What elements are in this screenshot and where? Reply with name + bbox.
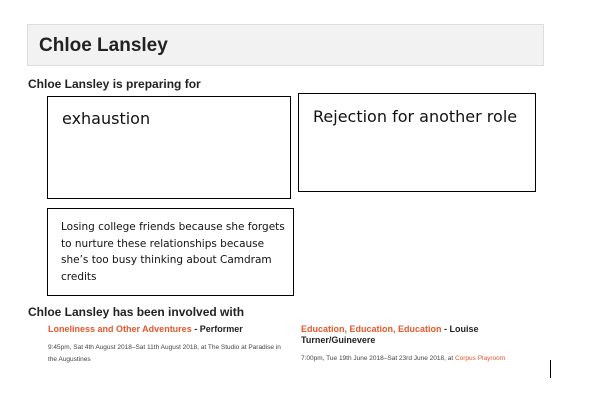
credit-separator: - bbox=[441, 324, 450, 334]
credit-item bbox=[48, 324, 288, 366]
involved-heading: Chloe Lansley has been involved with bbox=[28, 305, 245, 319]
show-link[interactable]: Education, Education, Education bbox=[301, 324, 442, 334]
note-text: Rejection for another role bbox=[313, 107, 518, 126]
note-text: exhaustion bbox=[62, 109, 151, 128]
show-link[interactable]: Loneliness and Other Adventures bbox=[48, 324, 192, 334]
profile-name-title: Chloe Lansley bbox=[39, 35, 168, 56]
credit-details bbox=[301, 353, 511, 365]
venue-link[interactable]: Corpus Playroom bbox=[454, 355, 506, 362]
credit-separator: - bbox=[191, 324, 200, 334]
credit-title-line bbox=[301, 324, 511, 346]
credit-details bbox=[48, 342, 288, 366]
note-box-exhaustion[interactable] bbox=[47, 96, 291, 199]
note-box-college-friends[interactable] bbox=[47, 208, 294, 296]
preparing-heading: Chloe Lansley is preparing for bbox=[28, 77, 201, 91]
credit-title-line bbox=[48, 324, 288, 335]
credit-item bbox=[301, 324, 511, 365]
text-cursor bbox=[550, 360, 551, 378]
credit-role: Louise Turner/Guinevere bbox=[301, 324, 479, 345]
credit-details-text: 7:00pm, Tue 19th June 2018–Sat 23rd June 2018, at bbox=[301, 355, 455, 362]
credit-details-text: 9:45pm, Sat 4th August 2018–Sat 11th August 2018, at The Studio at Paradise in the Augustines bbox=[48, 344, 281, 363]
note-text: Losing college friends because she forgets to nurture these relationships because she’s too busy thinking about Camdram credits bbox=[61, 221, 285, 283]
note-box-rejection[interactable] bbox=[298, 93, 536, 192]
credit-role: Performer bbox=[199, 324, 243, 334]
profile-header bbox=[27, 24, 544, 66]
